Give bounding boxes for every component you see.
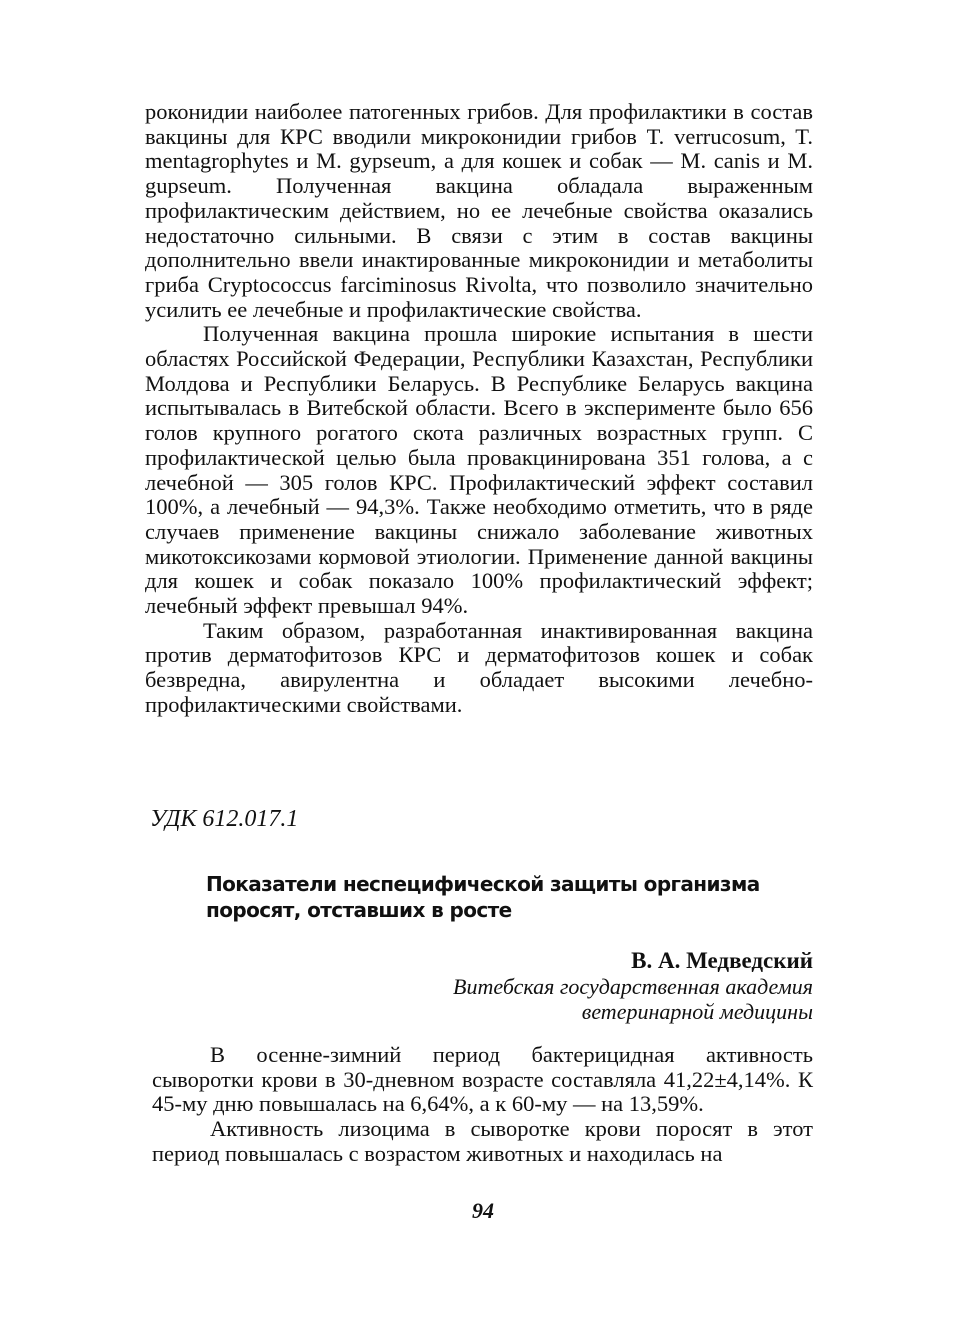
page-number: 94 [472, 1198, 494, 1223]
udk-code: УДК 612.017.1 [150, 806, 299, 832]
paragraph-conclusion: Таким образом, разработанная инактивированная вакцина против дерматофитозов КРС и дерматофитозов кошек и собак безвредна, авирулентна и обладает высокими лечебно-профилактическими свойствами. [145, 617, 813, 717]
affiliation-line-2: ветеринарной медицины [581, 999, 813, 1024]
paragraph-lysozyme-activity: Активность лизоцима в сыворотке крови поросят в этот период повышалась с возрастом животных и находилась на [152, 1116, 813, 1166]
paragraph-vaccine-trials: Полученная вакцина прошла широкие испытания в шести областях Российской Федерации, Республики Казахстан, Республики Молдова и Республики Беларусь. В Республике Беларусь вакцина испытывалась в Витебской области. Всего в эксперименте было 656 голов крупного рогатого скота различных возрастных групп. С профилактической целью была провакцинирована 351 голова, а с лечебной — 305 голов КРС. Профилактический эффект составил 100%, а лечебный — 94,3%. Также необходимо отметить, что в ряде случаев применение вакцины снижало заболевание животных микотоксикозами кормовой этиологии. Применение данной вакцины для кошек и собак показало 100% профилактический эффект; лечебный эффект превышал 94%. [145, 321, 813, 619]
paragraph-vaccine-composition: роконидии наиболее патогенных грибов. Для профилактики в состав вакцины для КРС вводили микроконидии грибов T. verrucosum, T. mentagrophytes и M. gypseum, а для кошек и собак — M. canis и M. gupseum. Полученная вакцина обладала выраженным профилактическим действием, но ее лечебные свойства оказались недостаточно сильными. В связи с этим в состав вакцины дополнительно ввели инактированные микроконидии и метаболиты гриба Cryptococcus farciminosus Rivolta, что позволило значительно усилить ее лечебные и профилактические свойства. [145, 99, 813, 322]
previous-article-text [145, 100, 813, 718]
article-title: Показатели неспецифической защиты организма поросят, отставших в росте [206, 872, 760, 922]
author-name: В. А. Медведский [631, 948, 813, 973]
affiliation-line-1: Витебская государственная академия [453, 974, 813, 999]
author-block [453, 948, 813, 1024]
article-body [152, 1043, 813, 1167]
paragraph-bactericidal-activity: В осенне-зимний период бактерицидная активность сыворотки крови в 30-дневном возрасте составляла 41,22±4,14%. К 45-му дню повышалась на 6,64%, а к 60-му — на 13,59%. [152, 1042, 813, 1117]
